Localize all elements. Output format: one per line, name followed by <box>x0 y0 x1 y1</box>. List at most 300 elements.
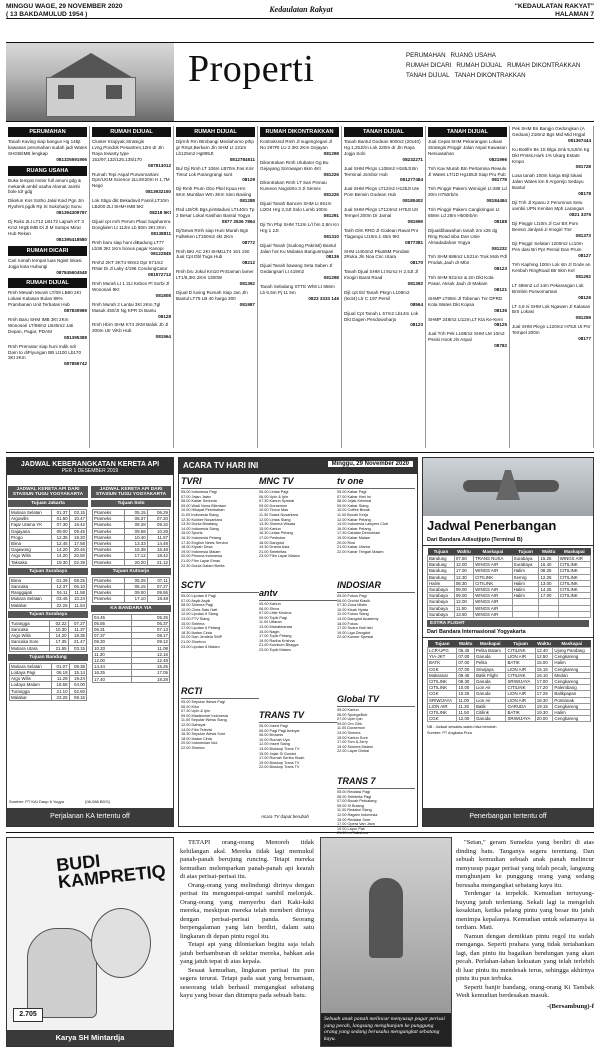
train-cell: 10.40 <box>125 534 147 540</box>
train-schedule-title: JADWAL KEBERANGKATAN KERETA API <box>20 461 160 468</box>
classified-ad-phone: 081999 <box>407 218 423 224</box>
classified-ad-text: SHMP 248m2 Lt12m,LT Kta Ke-Kern <box>428 316 504 322</box>
classified-ad-phone: 081367444 <box>568 137 591 143</box>
classified-ad-text: Tnh Kav Murah Btn Pertamina Rewulu Jl Wates LT/1D Hg165Jt Siap Pru Pub <box>428 165 507 177</box>
tv-schedule-header <box>179 458 417 474</box>
tv-channel <box>259 710 337 770</box>
classified-ad-phone: 081392 <box>239 281 255 287</box>
flight-cell: 12.00 <box>454 562 473 568</box>
classified-ad-phone: 081277484 <box>400 177 423 183</box>
classified-ad-phone: 08564 <box>410 301 423 307</box>
story-paragraph: TETAPI orang-orang Menoreh tidak kehilangan akal. Mereka tidak lagi memukul panah-panah berujung runcing. Tetapi mereka kemudian melemparkan panah-panah api kearah di atas perisai-perisai itu. <box>180 839 314 880</box>
flight-cell: 12.30 <box>454 574 473 580</box>
train-cell: 21.47 <box>68 639 86 645</box>
train-cell: 09.56 <box>147 590 169 596</box>
classified-ad-phone: 08121 <box>494 286 507 292</box>
classified-ad-phone: 08170 <box>410 260 423 266</box>
train-cell: Taksaka <box>10 559 52 565</box>
flight-cell: Cengkareng <box>553 716 591 722</box>
classified-ad-text: Dikelun Kos Sotho Jalal Koid Pgn Jm Ryoferti pgdk Rp Si Sukoharjo Sunu <box>8 198 84 210</box>
train-cell: 01.07 <box>52 663 69 669</box>
tv-program: 09.00 Si Bolang <box>337 803 364 808</box>
flight-cell: BATK <box>428 660 457 666</box>
tv-program: 09.00 Om Cilik <box>337 721 362 726</box>
train-cell: 12.45 <box>52 541 69 547</box>
flight-cell: 17.20 <box>535 685 553 691</box>
tv-program: 19.30 Drama Asia <box>259 545 290 550</box>
tv-program: 11.00 Doraemon <box>337 726 366 731</box>
classified-ad-phone: 08123 <box>494 266 507 272</box>
classified-ad <box>8 219 87 243</box>
train-cell: 18.42 <box>147 553 169 559</box>
flight-cell: WINGS AIR <box>474 611 513 617</box>
tv-program: 07.00 Upin Ipin <box>337 717 363 722</box>
train-cell: 02.22 <box>50 620 68 626</box>
classified-ad-text: Ku Bo6fm Bs 1S Blga 2mk 5,5Jt/m Kg Dkt Pmtss,Hark 1% Ukarg Estate Kmpo <box>512 146 590 164</box>
train-section-heading: KA BANDARA YIA <box>91 605 171 612</box>
tv-program: 13.00 FTV Siang <box>181 616 210 621</box>
train-cell: 14.44 <box>93 664 132 670</box>
flight-cell: SRIWIJAYA <box>506 716 535 722</box>
tv-channel-logo: TRANS TV <box>259 710 337 723</box>
category-item: PERUMAHAN <box>406 52 446 59</box>
classified-ad-text: Jual Tnh Pek L168m2 SHM LM 10m2 Pssisi Hook Jln Aspal <box>428 331 505 343</box>
classified-ad-phone: 08123 <box>410 322 423 328</box>
classified-ad <box>8 198 87 216</box>
train-cell: Turangga <box>10 688 52 694</box>
flight-row <box>428 697 591 703</box>
illustration-face <box>91 908 151 978</box>
tv-program: 08.00 Brownis <box>259 733 284 738</box>
train-cell: 12.16 <box>131 651 170 657</box>
flight-cell: 09.45 <box>457 672 475 678</box>
tv-program: 10.00 Coffee Break <box>337 508 370 513</box>
flight-cell: CITILINK <box>506 672 535 678</box>
flight-cell: Garuda <box>474 691 505 697</box>
train-row <box>10 602 87 608</box>
train-cell: 09.12 <box>131 639 170 645</box>
train-cell: 04.00 <box>69 682 86 688</box>
flight-cell: LCR-UPG <box>428 648 457 654</box>
train-cell: 22.25 <box>52 602 69 608</box>
classified-ad <box>92 281 171 299</box>
train-cell: 11.29 <box>52 676 69 682</box>
tv-program: 11.00 Uttaran <box>259 620 282 625</box>
train-section-heading: Tujuan Surabaya <box>8 568 88 575</box>
tv-program: 10.00 Timun Mas <box>259 508 289 513</box>
train-cell: 07.27 <box>147 584 169 590</box>
classified-ad-text: Tanh Dlm RRD Jl Godean Raval Pnr Tlagangu Lt16m,1 45m 9Kt <box>344 227 419 239</box>
house-window <box>58 85 74 99</box>
flight-schedule-panel <box>422 457 594 827</box>
classified-ad <box>176 228 255 246</box>
train-schedule-panel <box>6 457 174 827</box>
train-section-heading: Tujuan Surabaya <box>8 611 88 618</box>
classified-ad-text: Tnh SHM 821m2 & 2m Dkt Kota Pasar, Aksuk Jauh dr Makam <box>428 275 494 287</box>
flight-cell: WINGS AIR <box>474 587 513 593</box>
classified-ad <box>92 198 171 216</box>
flight-cell: Balikpapan <box>553 691 591 697</box>
tv-program: 06.00 Selebrita Pagi <box>337 794 372 799</box>
tv-schedule-date: Minggu, 29 November 2020 <box>328 461 413 467</box>
train-cell: 09.32 <box>147 522 169 528</box>
train-cell: Lodaya Pagi <box>10 670 52 676</box>
tv-program: 13.30 Sinema Wisata <box>259 522 296 527</box>
flight-header-cell: Maskapai <box>474 548 513 556</box>
classified-ad-text: Tanah Sebalang STTE Wh6 Lt 656m Lb 6,5m Pj 11 5m <box>260 284 335 295</box>
flight-cell: 09.00 <box>454 587 473 593</box>
house-photo <box>6 43 174 121</box>
train-cell: 12.35 <box>52 534 69 540</box>
flight-cell: 11.00 <box>457 697 475 703</box>
flight-table-yia <box>423 640 593 722</box>
flight-cell: Cengkareng <box>553 666 591 672</box>
flight-table-adisutjipto <box>423 548 593 618</box>
date-line: MINGGU WAGE, 29 NOVEMBER 2020 <box>6 3 123 10</box>
train-cell: 15.25 <box>131 664 170 670</box>
classified-ad-text: Rmh Baru SHM IMB 3Kt 2Km Wonosari LT/98m2 LB45m2 Jati Depan, Pagar, PDAM <box>8 317 74 334</box>
date-block <box>6 3 123 18</box>
flight-cell: Surabaya <box>428 605 455 611</box>
tv-program: 05.00 Seputar iNews Pagi <box>181 700 225 704</box>
flight-cell: Halim <box>512 568 539 574</box>
classified-ad-phone: 081728 <box>575 164 591 170</box>
tv-program: 16.30 Seputar iNews Sore <box>181 732 226 737</box>
flight-cell: 18.30 <box>535 697 553 703</box>
tv-program: 17.00 Tom & Jerry <box>337 740 368 745</box>
classified-ad-text: Tnh Kaphing 100m Lok stn Jl Gode an Kenbuh RingRoad Btr 5km Kel <box>512 262 591 274</box>
classified-ad-phone: 0812784511 <box>229 156 255 162</box>
classified-ad-text: Tnh SHM 686m2 LS21m Truk Mob Pdl Produk,Jauh dr Mbn <box>428 254 507 266</box>
story-illustration <box>320 837 452 1047</box>
section-title: Properti <box>188 48 315 90</box>
classified-ad-text: Dijual Cpt Tanah L 57m2 Lb14m Lok Dkt Dagen Pendowoharjo <box>344 310 419 322</box>
train-cell: 19.24 <box>69 676 86 682</box>
train-table <box>9 620 87 652</box>
tv-program: 13.00 Sinema <box>337 730 361 735</box>
flight-cell: SRIWIJAYA <box>428 697 457 703</box>
train-cell: 03.45 <box>52 596 69 602</box>
flight-cell: BATIK <box>506 710 535 716</box>
flight-row <box>428 716 591 722</box>
classified-ad <box>428 186 507 204</box>
tv-program: 07.00 Kabar Hari Ini <box>337 494 371 499</box>
classified-ad-text: Dijualdibawahan tanah 2m x25 dg Ring Road siba Dan Unie Almadadahan Yogya <box>428 227 498 245</box>
train-cell: 11.57 <box>147 534 169 540</box>
flight-cell: Palembang <box>553 685 591 691</box>
classified-ad-phone: 081292 <box>575 273 591 279</box>
flight-cell: CITILINK <box>558 574 590 580</box>
classified-ad-phone: 08135 <box>494 307 507 313</box>
classified-heading: PERUMAHAN <box>8 127 87 137</box>
schedule-area <box>6 452 594 836</box>
train-cell: 15.38 <box>125 547 147 553</box>
tv-channel <box>181 476 259 568</box>
train-column-heading: JADWAL KERETA API DARI STASIUN TUGU YOGYAKARTA <box>8 486 88 498</box>
classified-ad-text: Tnh Pinggir Pakem Cangkringan Lt 558m Ld 28m H500rb/m <box>428 207 500 218</box>
flight-cell: 09.30 <box>457 679 475 685</box>
tv-program: 22.30 Dunia Dalam Berita <box>181 563 225 568</box>
classified-ad-phone: 081226 <box>323 192 339 198</box>
tv-program: 23.00 Film Layar Malam <box>259 554 300 559</box>
train-cell: 19.30 <box>52 559 69 565</box>
train-cell: 01.37 <box>52 510 69 516</box>
train-table <box>92 577 170 603</box>
episode-number: 2.705 <box>13 1008 43 1022</box>
classified-ad <box>260 160 339 178</box>
classified-column <box>342 126 426 448</box>
train-table <box>9 577 87 609</box>
classified-ad-phone: 08136 <box>326 254 339 260</box>
classified-ad <box>512 147 591 171</box>
tv-program: 08.00 Jejak Kriminal <box>337 499 372 504</box>
train-cell: Fajar Utama YK <box>10 522 52 528</box>
tv-channel <box>337 776 415 836</box>
classified-ad-text: Dj/Sewa Rmh siap Huni Murah Bgn Fullteken LT150m2 4kt 2Km <box>176 227 249 239</box>
serial-story-area <box>6 832 594 1048</box>
flight-cell: Pelita Batam <box>474 648 505 654</box>
train-cell: Mutiara Selatan <box>10 596 52 602</box>
train-cell: 16.42 <box>69 522 86 528</box>
train-schedule-header <box>7 458 173 475</box>
category-item: RUMAH DIJUAL <box>456 62 503 69</box>
classified-ad-phone: 081298 <box>323 275 339 281</box>
classified-ad-phone: 087830989 <box>64 308 87 314</box>
flight-cell: 12.50 <box>535 654 553 660</box>
classified-ad <box>8 317 87 341</box>
classified-ad <box>92 322 171 340</box>
train-cell: 18.58 <box>52 682 69 688</box>
flight-cell: Surabaya <box>428 599 455 605</box>
flight-cell: 20.00 <box>535 716 553 722</box>
flight-cell: 17.25 <box>535 691 553 697</box>
classified-ad-phone: 081778 <box>491 177 507 183</box>
tv-program: 09.00 Doraemon <box>259 503 288 508</box>
flight-cell: CITILINK <box>428 685 457 691</box>
flight-cell: LION AIR <box>428 703 457 709</box>
classified-ad <box>344 290 423 308</box>
tv-program: 13.00 Mahabharata <box>259 624 292 629</box>
tv-program: 19.00 Radha Krishna <box>259 638 295 643</box>
tv-program: 17.00 Liputan 6 Petang <box>181 626 221 631</box>
flight-header-cell: Waktu <box>539 548 558 556</box>
masthead <box>6 3 594 19</box>
tv-program: 15.00 Kartun Sore <box>337 735 368 740</box>
tv-program: 06.00 Orchid Klasik <box>337 598 370 603</box>
tv-program: 05.00 Kabar Pagi <box>337 490 367 494</box>
tv-program: 12.00 Kabar Petang <box>337 517 371 522</box>
flight-cell: 11.50 <box>457 710 475 716</box>
train-cell: 11.54 <box>69 602 86 608</box>
tv-program: 20.00 Rosi <box>337 540 356 545</box>
flight-table <box>427 640 591 722</box>
train-cell: 05.25 <box>131 614 170 620</box>
classified-ad <box>344 166 423 184</box>
flight-cell: Citilink <box>474 710 505 716</box>
classified-ad <box>8 290 87 314</box>
tv-program: 05.00 Fokus Pagi <box>337 594 367 598</box>
flight-subtitle-yia: Dari Bandara Internasional Yogyakarta <box>423 627 593 638</box>
classified-ad <box>260 284 339 302</box>
classified-ad-phone: 087856742 <box>64 361 87 367</box>
train-cell: 11.30 <box>93 651 132 657</box>
train-cell: Argo Wilis <box>10 633 50 639</box>
tv-channel-logo: TRANS 7 <box>337 776 415 789</box>
train-cell: 14.20 <box>52 547 69 553</box>
classified-ad-text: Pek SHM Bri Bangjo Gedongkan (A Gedoan) 218m2 Bgs Mid Mid Hrgjal <box>512 126 586 137</box>
tv-program: 13.00 Dangdut Academy <box>337 616 379 621</box>
tv-program: 17.00 Suara Hati Istri <box>337 626 373 631</box>
flight-header-cell: Maskapai <box>474 640 505 648</box>
flight-header-row <box>428 548 591 556</box>
classified-ad-text: Dji Tin Pbp SHM 712m L/I hm 2,8m Kn Hrg 1 2Jt <box>260 221 339 233</box>
classified-ad-text: Dijl cpt tlsl Tanah Pkrgn L108m2 (9x34) Ltr C 197 Persil <box>344 289 410 301</box>
classified-ad-phone: 081259 <box>575 315 591 321</box>
train-cell: 08.16 <box>69 694 86 700</box>
train-cell: 13.33 <box>125 541 147 547</box>
category-item: TANAH DIKONTRAKKAN <box>454 72 526 79</box>
classified-ad-phone: 081394309797 <box>56 210 87 216</box>
tv-program: 22.00 Konser Spesial <box>337 635 374 640</box>
flight-cell: Halim <box>553 660 591 666</box>
train-cell: 12.48 <box>131 658 170 664</box>
tv-program: 15.00 Jejak Si Gundul <box>259 751 297 756</box>
flight-cell: 16.40 <box>539 562 558 568</box>
tv-program: 13.30 Dunia Binatang <box>181 522 218 527</box>
train-cell: 19.20 <box>69 534 86 540</box>
flight-cell: LION AIR <box>506 697 535 703</box>
tv-channel-logo: antv <box>259 588 337 601</box>
tv-program: 21.00 Selebritas <box>259 549 287 554</box>
tv-program: 05.00 Kartun <box>337 708 359 712</box>
train-cell: Mutiara Selatan <box>10 510 52 516</box>
date-jawa: ( 13 BAKDAMULUD 1954 ) <box>6 10 88 18</box>
train-section-heading: Tujuan Jakarta <box>8 500 88 507</box>
classified-ad-phone: 0821 3376 <box>569 211 591 217</box>
train-cell: Prameks <box>93 541 125 547</box>
classified-ad-phone: 08180402 <box>402 198 423 204</box>
tv-program: 16.00 Kabar Petang <box>337 526 371 531</box>
tv-program: 12.00 Insert Siang <box>259 742 290 747</box>
flight-schedule-title: Jadwal Penerbangan <box>427 518 557 533</box>
train-row <box>10 559 87 565</box>
serial-illustration <box>6 837 174 1047</box>
tv-program: 14.00 Film Televisi <box>181 727 213 732</box>
classified-ad-text: Jual SHM Pkrgn L120m2 H75Jt Ut Pnr Tempel 200m <box>512 324 591 336</box>
train-cell: 05.55 <box>93 620 132 626</box>
tv-program: 12.00 Liputan 6 Siang <box>181 612 218 617</box>
train-column-heading: JADWAL KERETA API DARI STASIUN TUGU YOGYAKARTA <box>91 486 171 498</box>
classified-ad <box>428 166 507 184</box>
classified-ad-text: Tanah Djual SHM Lt 91m2 H 2,5Jt Jl Imogiri Barat Road <box>344 269 419 281</box>
train-cell: 20.50 <box>69 553 86 559</box>
train-row <box>93 559 170 565</box>
tv-program: 13.00 Bioskop Trans TV <box>259 746 300 751</box>
flight-cell: Medan <box>553 672 591 678</box>
train-cell: Lodaya Malam <box>10 682 52 688</box>
tv-program: 16.00 Fokus <box>337 621 358 626</box>
classified-ad-text: Dijual Tanah (Sudong Pakristi) Bantul Jalan hot Ku Mulatan Bangunrtapan <box>260 242 337 254</box>
train-row <box>10 694 87 700</box>
tv-program: 21.00 Film Layar Emas <box>181 558 221 563</box>
story-paragraph: Sesaat kemudian, lingkaran perisai itu pun segera terurai. Tetapi pada saat yang bersamaan, seseorang telah berhasil mengangkat sebatang kayu yang besar dan ditumpu pada sebuah batu. <box>180 966 314 999</box>
train-section-heading: Tujuan Solo <box>91 500 171 507</box>
tv-program: 16.30 Lintas Petang <box>259 531 293 536</box>
classified-column <box>90 126 174 448</box>
classified-ad-text: Cari rumah tempat luas Ngisit lokasi Jogja kota Hubungi <box>8 257 82 269</box>
classified-ad-text: Dijual Tanah bawang Seta Saben Jl Gedangsari Lt 419m2 <box>260 263 333 275</box>
flight-cell: 15.00 <box>535 660 553 666</box>
tv-program: 05.00 Liputan 6 Pagi <box>181 594 216 598</box>
train-cell: 14.48 <box>147 541 169 547</box>
train-cell: 06.31 <box>93 627 132 633</box>
classified-ad <box>8 178 87 196</box>
flight-cell: 12.00 <box>454 599 473 605</box>
tv-channel-logo: MNC TV <box>259 476 337 489</box>
classified-ad-phone: 087845604548 <box>56 269 87 275</box>
classified-ad-phone: 08782 <box>494 343 507 349</box>
tv-program: 21.00 Kabar Utama <box>337 545 370 550</box>
flight-cell: Batik <box>474 703 505 709</box>
tv-channel <box>259 476 337 559</box>
tv-channel <box>259 588 337 653</box>
flight-cell: Cengkareng <box>553 654 591 660</box>
train-cell: 20.20 <box>125 559 147 565</box>
tv-program: 09.00 Topik Pagi <box>259 615 288 620</box>
train-cell: 17.05 <box>131 670 170 676</box>
classified-ad-text: Bu/ Dji Rmh LT 106m LB70m,Fas Kmr Timut Lok Parangrangi sunt <box>176 165 254 177</box>
train-cell: 09.58 <box>125 528 147 534</box>
classified-ad <box>92 240 171 258</box>
train-cell: 06.18 <box>52 670 69 676</box>
classified-column <box>510 126 594 448</box>
tv-program: 06.00 Shiva <box>259 606 280 611</box>
classified-ad-text: Rmh baru siap huni diBadung LT77 Lb36 3Kt 1Km bonus pagar Kanopi <box>92 239 164 251</box>
train-cell: 14.20 <box>52 553 69 559</box>
classified-ad <box>512 304 591 322</box>
classified-ad-text: Dji Rmh Prum Gbo Pkel Kpua Hrn 5Km Muntilan Wrn 3Km Sinn Baviing <box>176 186 252 198</box>
train-row <box>10 645 87 651</box>
flight-cell: 07.00 <box>457 654 475 660</box>
train-cell: 17.58 <box>69 541 86 547</box>
train-cell: Prameks <box>93 584 125 590</box>
flight-cell: Halim <box>553 710 591 716</box>
train-cell: 06.37 <box>131 620 170 626</box>
flight-cell: CGK <box>428 716 457 722</box>
tv-program: 19.00 Bioskop Trans TV <box>259 760 300 765</box>
classified-ad-text: Tnh Pinggir Pakem Wonogiri Lt:488 Ld 20m H750rb/m <box>428 186 507 198</box>
tv-channel-logo: RCTI <box>181 686 259 699</box>
tv-schedule-panel <box>178 457 418 836</box>
classified-ad-phone: 081395418580 <box>56 236 87 242</box>
continued-label: -(Bersambung)-f <box>547 1002 594 1010</box>
classified-ad-phone: 081373 <box>575 232 591 238</box>
serial-title-lettering: BUDI KAMPRETIQ <box>55 850 167 893</box>
classified-ad-text: Rumah Tepi Aspal Purwomartani Dpn/UGM Science 2LL9X20m H 1,7M Nego <box>92 171 170 189</box>
flight-cell: 15.15 <box>535 666 553 672</box>
classified-ad <box>428 139 507 163</box>
classified-ad <box>512 324 591 342</box>
story-paragraph: Seperti banjir bandang, orang-orang Ki Tambak Wedi kemudian berdesakan masuk. <box>456 983 594 999</box>
flight-cell: 11.30 <box>457 703 475 709</box>
tv-program: 11.30 Suara Nusantara <box>259 512 298 517</box>
train-footer: Perjalanan KA tertentu off <box>7 808 173 826</box>
story-column-1 <box>180 839 314 1001</box>
tv-program: 15.00 Kartun <box>259 526 281 531</box>
classified-ad <box>176 207 255 225</box>
classified-ad-text: Dj Ruko 2Lt LT12 LB172 Lajnah KT 3 Km2 Hrg$ IMB Di Jl M Sutopo Mirat Hub Rekan <box>8 219 84 236</box>
flight-header-cell: Waktu <box>454 548 473 556</box>
